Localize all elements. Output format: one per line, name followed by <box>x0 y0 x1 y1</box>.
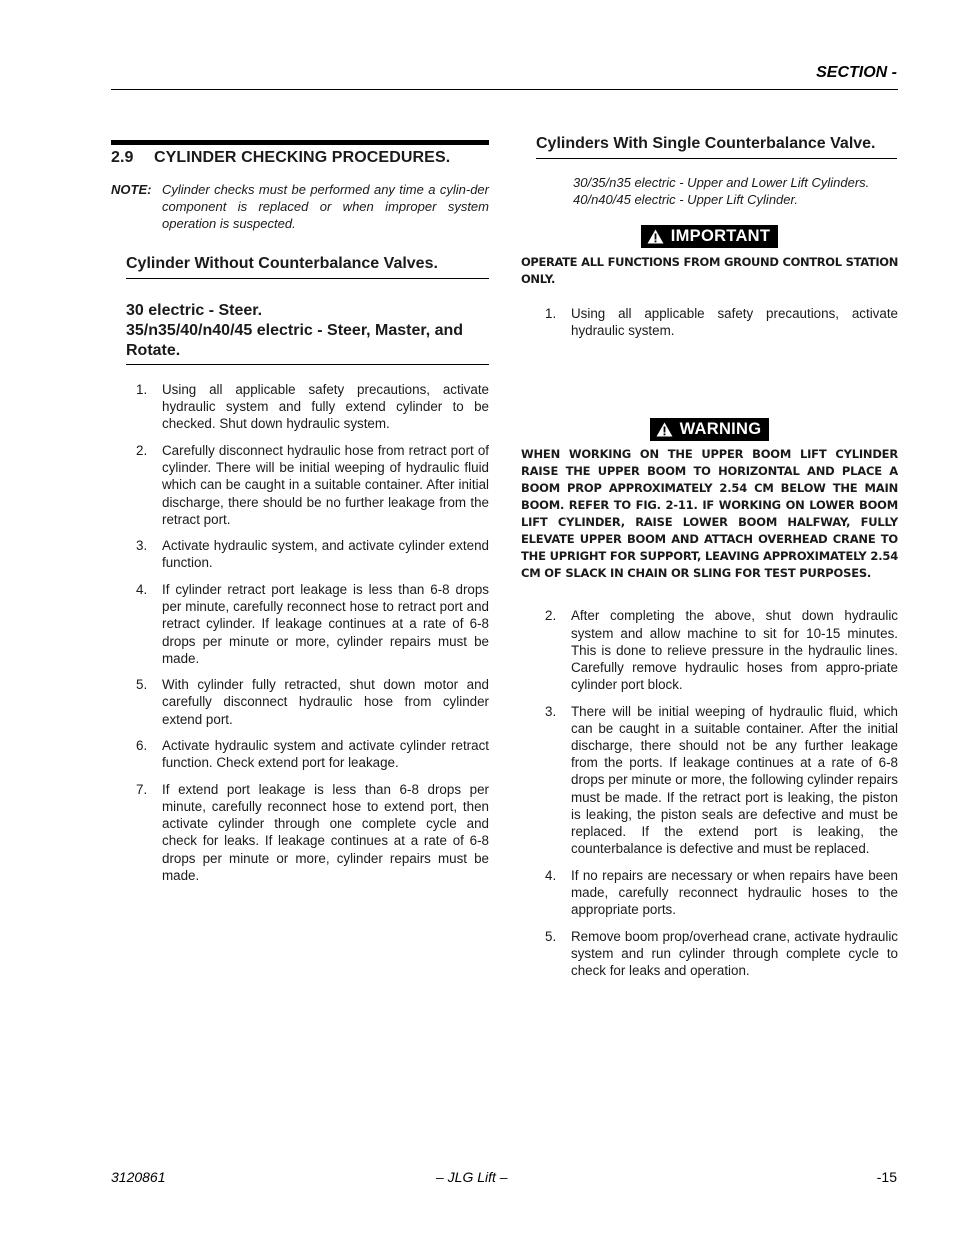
warning-label: WARNING <box>679 419 762 438</box>
note-label: NOTE: <box>111 182 152 197</box>
list-item: 4. If cylinder retract port leakage is less than 6-8 drops per minute, carefully reconnect hose to retract port and retract cylinder. If leakage continues at a rate of 6-8 drops per minute or more, cylinder repairs must be made. <box>136 581 489 666</box>
models-line2: 40/n40/45 electric - Upper Lift Cylinder. <box>573 192 798 207</box>
right-column <box>521 134 898 989</box>
subhead-without-counterbalance: Cylinder Without Counterbalance Valves. <box>126 254 489 279</box>
important-badge <box>641 225 779 248</box>
models-line1: 30/35/n35 electric - Upper and Lower Lift Cylinders. <box>573 175 870 190</box>
right-steps-list-a <box>545 305 898 339</box>
important-text: OPERATE ALL FUNCTIONS FROM GROUND CONTROL STATION ONLY. <box>521 255 898 287</box>
left-column <box>111 140 489 893</box>
subhead-models-line2: 35/n35/40/n40/45 electric - Steer, Master, and Rotate. <box>126 322 464 359</box>
list-item: 2. After completing the above, shut down hydraulic system and allow machine to sit for 10-15 minutes. This is done to relieve pressure in the hydraulic lines. Carefully remove hydraulic hoses from appro-priate cylinder port block. <box>545 608 898 693</box>
warning-triangle-icon <box>656 422 673 437</box>
list-item: 6. Activate hydraulic system and activate cylinder retract function. Check extend port for leakage. <box>136 738 489 771</box>
warning-badge <box>650 418 770 441</box>
note-text: Cylinder checks must be performed any time a cylin-der component is replaced or when improper system operation is suspected. <box>162 182 489 231</box>
list-item: 1. Using all applicable safety precautions, activate hydraulic system and fully extend cylinder to be checked. Shut down hydraulic system. <box>136 382 489 432</box>
applicable-models <box>573 174 898 208</box>
left-steps-list <box>136 381 489 884</box>
list-item: 1. Using all applicable safety precautions, activate hydraulic system. <box>545 306 898 339</box>
list-item: 5. With cylinder fully retracted, shut down motor and carefully disconnect hydraulic hose from cylinder extend port. <box>136 677 489 727</box>
list-item: 7. If extend port leakage is less than 6-8 drops per minute, carefully reconnect hose to extend port, then activate cylinder through one complete cycle and check for leaks. If leakage continues at a rate of 6-8 drops per minute or more, cylinder repairs must be made. <box>136 781 489 883</box>
section-bar <box>111 140 489 145</box>
footer-page-number: -15 <box>876 1169 897 1185</box>
note <box>111 181 489 232</box>
list-item: 4. If no repairs are necessary or when repairs have been made, carefully reconnect hydraulic hoses to the appropriate ports. <box>545 867 898 918</box>
list-item: 3. There will be initial weeping of hydraulic fluid, which can be caught in a suitable container. After the initial discharge, there should not be any further leakage from the ports. If leakage continues at a rate of 6-8 drops per minute or more, the following cylinder repairs must be made. If the retract port is leaking, the piston is leaking, the piston seals are defective and must be replaced. If the extend port is leaking, the counterbalance is defective and must be replaced. <box>545 703 898 857</box>
footer-doc-number: 3120861 <box>111 1169 166 1185</box>
footer-publisher: – JLG Lift – <box>436 1169 508 1185</box>
list-item: 5. Remove boom prop/overhead crane, activate hydraulic system and run cylinder through complete cycle to check for leaks and operation. <box>545 928 898 979</box>
important-label: IMPORTANT <box>670 227 771 245</box>
list-item: 3. Activate hydraulic system, and activate cylinder extend function. <box>136 538 489 571</box>
subhead-models-line1: 30 electric - Steer. <box>126 302 263 319</box>
section-number: 2.9 <box>111 149 134 166</box>
header-rule <box>111 89 898 90</box>
section-header: SECTION - <box>816 64 897 81</box>
list-item: 2. Carefully disconnect hydraulic hose from retract port of cylinder. There will be initial weeping of hydraulic fluid which can be caught in a suitable container. After initial discharge, there should be no further leakage from the retract port. <box>136 442 489 527</box>
section-title-text: CYLINDER CHECKING PROCEDURES. <box>154 149 451 166</box>
right-steps-list-b <box>545 607 898 979</box>
section-title <box>111 149 489 167</box>
subhead-single-counterbalance: Cylinders With Single Counterbalance Valve. <box>536 134 897 159</box>
warning-text: WHEN WORKING ON THE UPPER BOOM LIFT CYLINDER RAISE THE UPPER BOOM TO HORIZONTAL AND PLACE A BOOM PROP APPROXIMATELY 2.54 CM BELOW THE MAIN BOOM. REFER TO FIG. 2-11. IF WORKING ON LOWER BOOM LIFT CYLINDER, RAISE LOWER BOOM HALFWAY, FULLY ELEVATE UPPER BOOM AND ATTACH OVERHEAD CRANE TO THE UPRIGHT FOR SUPPORT, LEAVING APPROXIMATELY 2.54 CM OF SLACK IN CHAIN OR SLING FOR TEST PURPOSES. <box>521 446 898 581</box>
warning-triangle-icon <box>647 229 664 244</box>
subhead-models <box>126 301 489 365</box>
